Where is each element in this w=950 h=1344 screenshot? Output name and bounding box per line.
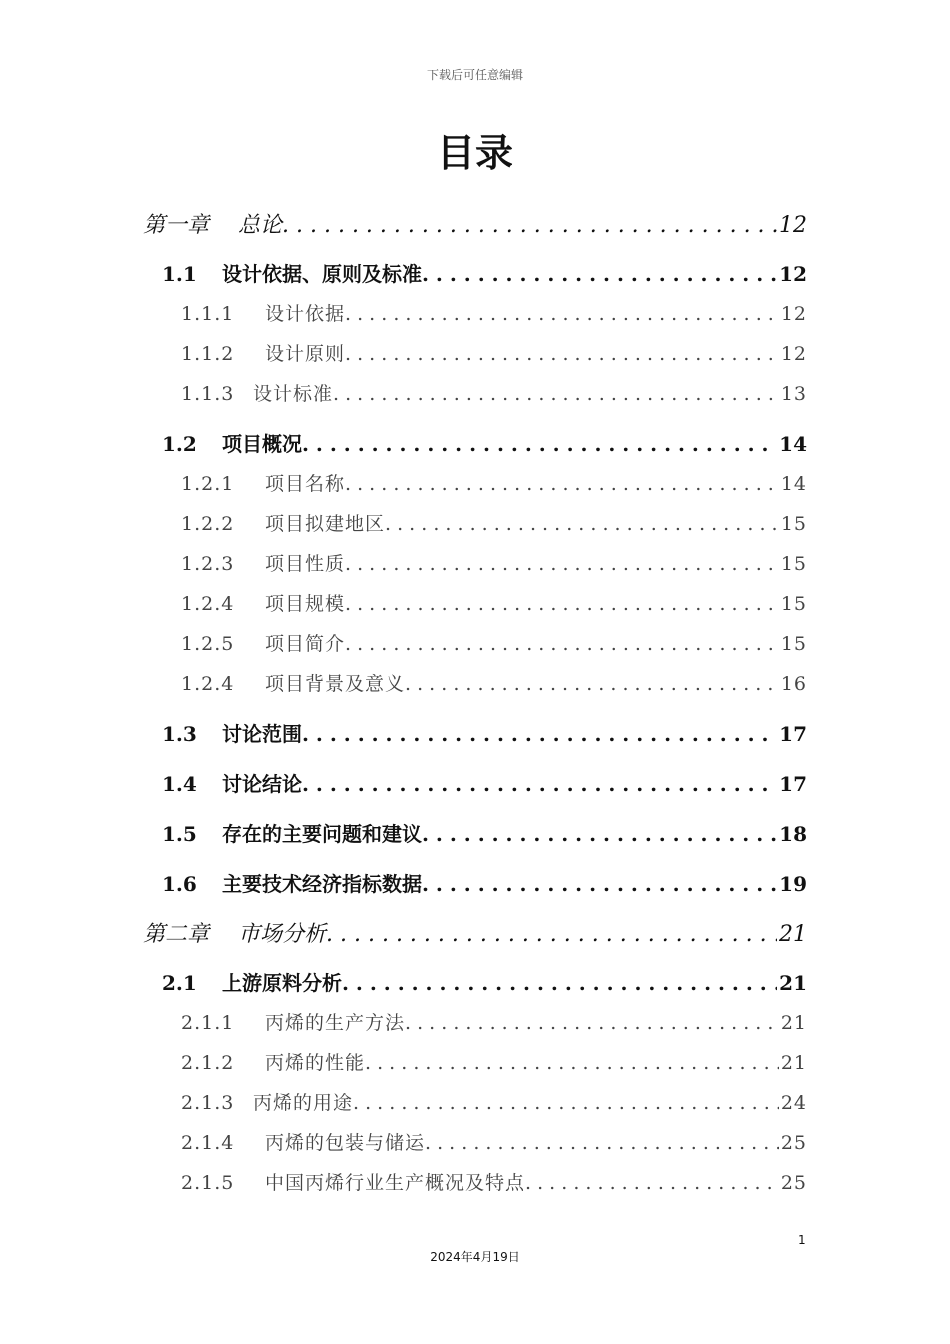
toc-entry[interactable] xyxy=(162,768,807,797)
toc-entry-label: 项目背景及意义 xyxy=(265,673,406,695)
toc-leader-dots xyxy=(405,1012,779,1034)
toc-entry[interactable] xyxy=(181,1168,807,1195)
toc-leader-dots xyxy=(282,213,777,238)
toc-entry[interactable] xyxy=(162,967,807,996)
toc-entry[interactable] xyxy=(181,469,807,496)
toc-entry[interactable] xyxy=(162,818,807,847)
page-number: 1 xyxy=(798,1233,806,1247)
toc-leader-dots xyxy=(302,722,777,746)
toc-entry-label: 市场分析 xyxy=(238,922,327,947)
toc-entry-page: 18 xyxy=(779,822,807,846)
toc-leader-dots xyxy=(345,553,779,575)
toc-entry-page: 16 xyxy=(780,673,807,695)
toc-entry[interactable] xyxy=(162,718,807,747)
footer-date: 2024年4月19日 xyxy=(430,1250,520,1264)
toc-entry-page: 25 xyxy=(780,1132,807,1154)
toc-entry-label: 讨论结论 xyxy=(222,772,302,796)
toc-entry-number: 2.1.2 xyxy=(181,1052,235,1074)
toc-entry-page: 14 xyxy=(779,432,807,456)
toc-entry-number: 2.1.3 xyxy=(181,1092,235,1114)
toc-entry[interactable] xyxy=(181,549,807,576)
toc-entry-page: 13 xyxy=(780,383,807,405)
toc-entry[interactable] xyxy=(181,339,807,366)
toc-entry-number: 1.6 xyxy=(162,872,197,896)
toc-leader-dots xyxy=(345,473,779,495)
toc-leader-dots xyxy=(326,922,777,947)
toc-entry-number: 2.1.5 xyxy=(181,1172,235,1194)
toc-leader-dots xyxy=(422,872,777,896)
toc-entry-page: 25 xyxy=(780,1172,807,1194)
toc-entry-label: 设计依据、原则及标准 xyxy=(222,262,422,286)
toc-entry-label: 设计依据 xyxy=(265,303,346,325)
toc-entry[interactable] xyxy=(181,1008,807,1035)
toc-entry-page: 15 xyxy=(780,553,807,575)
toc-entry-label: 丙烯的生产方法 xyxy=(265,1012,406,1034)
toc-entry-number: 1.2 xyxy=(162,432,197,456)
toc-leader-dots xyxy=(302,432,777,456)
toc-entry-number: 1.5 xyxy=(162,822,197,846)
toc-entry-label: 项目性质 xyxy=(265,553,346,575)
toc-entry[interactable] xyxy=(181,1128,807,1155)
toc-entry-number: 1.2.3 xyxy=(181,553,235,575)
toc-entry-page: 21 xyxy=(779,971,807,995)
toc-entry[interactable] xyxy=(143,208,807,239)
toc-entry-page: 12 xyxy=(780,303,807,325)
toc-leader-dots xyxy=(365,1052,779,1074)
toc-entry-page: 15 xyxy=(780,513,807,535)
toc-entry-page: 17 xyxy=(779,772,807,796)
toc-entry-number: 1.4 xyxy=(162,772,197,796)
toc-entry-label: 主要技术经济指标数据 xyxy=(222,872,422,896)
toc-entry-number: 1.2.1 xyxy=(181,473,235,495)
toc-entry-label: 设计标准 xyxy=(253,383,334,405)
toc-leader-dots xyxy=(422,262,777,286)
toc-entry[interactable] xyxy=(181,379,807,406)
toc-entry-page: 14 xyxy=(780,473,807,495)
page-title: 目录 xyxy=(436,131,513,175)
toc-entry-number: 1.1.1 xyxy=(181,303,235,325)
toc-leader-dots xyxy=(345,593,779,615)
toc-entry-number: 1.2.4 xyxy=(181,673,235,695)
toc-entry-page: 12 xyxy=(780,343,807,365)
toc-leader-dots xyxy=(385,513,779,535)
toc-entry[interactable] xyxy=(181,509,807,536)
toc-entry[interactable] xyxy=(162,428,807,457)
toc-entry-page: 12 xyxy=(779,213,807,238)
toc-entry-label: 中国丙烯行业生产概况及特点 xyxy=(265,1172,526,1194)
toc-entry[interactable] xyxy=(181,1048,807,1075)
toc-leader-dots xyxy=(422,822,777,846)
toc-leader-dots xyxy=(405,673,779,695)
toc-leader-dots xyxy=(345,303,779,325)
toc-entry-page: 21 xyxy=(780,1052,807,1074)
toc-entry-number: 2.1.4 xyxy=(181,1132,235,1154)
toc-entry-label: 项目名称 xyxy=(265,473,346,495)
toc-entry-number: 2.1 xyxy=(162,971,197,995)
toc-entry-label: 设计原则 xyxy=(265,343,346,365)
toc-entry-label: 讨论范围 xyxy=(222,722,302,746)
toc-entry[interactable] xyxy=(162,258,807,287)
toc-leader-dots xyxy=(302,772,777,796)
toc-entry-number: 第一章 xyxy=(143,213,210,238)
toc-entry-label: 项目规模 xyxy=(265,593,346,615)
toc-entry[interactable] xyxy=(181,669,807,696)
toc-entry[interactable] xyxy=(181,629,807,656)
toc-entry-label: 总论 xyxy=(238,213,283,238)
toc-leader-dots xyxy=(345,633,779,655)
toc-entry-page: 12 xyxy=(779,262,807,286)
toc-entry-number: 第二章 xyxy=(143,922,210,947)
toc-leader-dots xyxy=(525,1172,779,1194)
toc-entry-label: 丙烯的包装与储运 xyxy=(265,1132,426,1154)
toc-entry-page: 24 xyxy=(780,1092,807,1114)
toc-entry-page: 19 xyxy=(779,872,807,896)
toc-entry-label: 上游原料分析 xyxy=(222,971,342,995)
toc-entry-number: 1.1.2 xyxy=(181,343,235,365)
toc-leader-dots xyxy=(425,1132,779,1154)
toc-leader-dots xyxy=(353,1092,779,1114)
toc-entry-label: 项目简介 xyxy=(265,633,346,655)
toc-entry-label: 丙烯的性能 xyxy=(265,1052,366,1074)
toc-entry-label: 存在的主要问题和建议 xyxy=(222,822,422,846)
toc-leader-dots xyxy=(333,383,779,405)
toc-entry-label: 项目概况 xyxy=(222,432,302,456)
toc-entry[interactable] xyxy=(181,589,807,616)
toc-entry[interactable] xyxy=(181,1088,807,1115)
toc-entry[interactable] xyxy=(162,868,807,897)
toc-entry-page: 15 xyxy=(780,593,807,615)
toc-entry-label: 丙烯的用途 xyxy=(253,1092,354,1114)
toc-entry-number: 2.1.1 xyxy=(181,1012,235,1034)
toc-entry-number: 1.2.4 xyxy=(181,593,235,615)
toc-entry-page: 17 xyxy=(779,722,807,746)
toc-entry[interactable] xyxy=(143,917,807,948)
toc-entry-page: 15 xyxy=(780,633,807,655)
toc-entry-page: 21 xyxy=(780,1012,807,1034)
toc-leader-dots xyxy=(345,343,779,365)
toc-leader-dots xyxy=(342,971,777,995)
page-header-note: 下载后可任意编辑 xyxy=(426,68,523,82)
toc-entry-number: 1.1 xyxy=(162,262,197,286)
toc-entry-label: 项目拟建地区 xyxy=(265,513,386,535)
toc-entry[interactable] xyxy=(181,299,807,326)
toc-entry-number: 1.2.5 xyxy=(181,633,235,655)
toc-entry-page: 21 xyxy=(779,922,807,947)
toc-entry-number: 1.1.3 xyxy=(181,383,235,405)
toc-entry-number: 1.2.2 xyxy=(181,513,235,535)
toc-entry-number: 1.3 xyxy=(162,722,197,746)
